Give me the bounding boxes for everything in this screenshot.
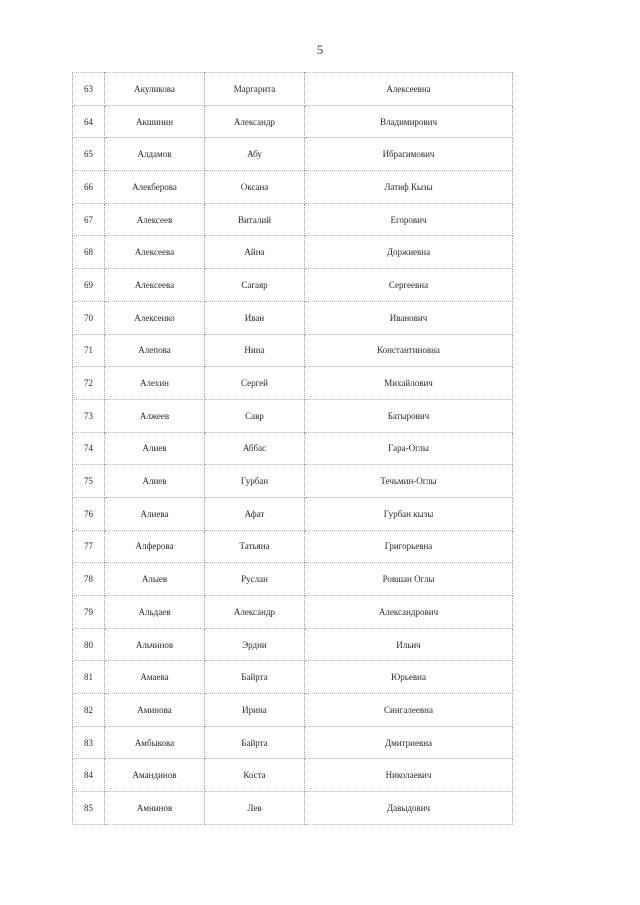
- first-name-cell: Сергей: [205, 367, 305, 400]
- table-row: [73, 73, 513, 106]
- last-name-cell: Альчинов: [105, 628, 205, 661]
- patronymic-cell: Владимирович: [305, 105, 513, 138]
- patronymic-cell: Ровшан Оглы: [305, 563, 513, 596]
- first-name-cell: Александр: [205, 596, 305, 629]
- table-row: [73, 367, 513, 400]
- last-name-cell: Алексенко: [105, 301, 205, 334]
- first-name-cell: Байрта: [205, 661, 305, 694]
- row-number-cell: 74: [73, 432, 105, 465]
- last-name-cell: Алепова: [105, 334, 205, 367]
- last-name-cell: Амнинов: [105, 792, 205, 825]
- patronymic-cell: Николаевич: [305, 759, 513, 792]
- table-row: [73, 497, 513, 530]
- table-row: [73, 432, 513, 465]
- first-name-cell: Эрдни: [205, 628, 305, 661]
- row-number-cell: 71: [73, 334, 105, 367]
- row-number-cell: 67: [73, 203, 105, 236]
- first-name-cell: Савр: [205, 399, 305, 432]
- patronymic-cell: Дмитриевна: [305, 726, 513, 759]
- last-name-cell: Альдаев: [105, 596, 205, 629]
- table-row: [73, 138, 513, 171]
- row-number-cell: 75: [73, 465, 105, 498]
- patronymic-cell: Течьмин-Оглы: [305, 465, 513, 498]
- table-row: [73, 694, 513, 727]
- first-name-cell: Байрта: [205, 726, 305, 759]
- table-row: [73, 203, 513, 236]
- table-row: [73, 661, 513, 694]
- first-name-cell: Сагаяр: [205, 269, 305, 302]
- last-name-cell: Алиев: [105, 465, 205, 498]
- roster-table: [72, 72, 513, 825]
- patronymic-cell: Егорович: [305, 203, 513, 236]
- first-name-cell: Виталий: [205, 203, 305, 236]
- table-row: [73, 792, 513, 825]
- table-row: [73, 399, 513, 432]
- patronymic-cell: Юрьевна: [305, 661, 513, 694]
- last-name-cell: Амбыкова: [105, 726, 205, 759]
- first-name-cell: Абу: [205, 138, 305, 171]
- table-row: [73, 334, 513, 367]
- first-name-cell: Нина: [205, 334, 305, 367]
- last-name-cell: Аминова: [105, 694, 205, 727]
- last-name-cell: Алексеева: [105, 236, 205, 269]
- row-number-cell: 80: [73, 628, 105, 661]
- last-name-cell: Алексеева: [105, 269, 205, 302]
- patronymic-cell: Сергеевна: [305, 269, 513, 302]
- table-row: [73, 171, 513, 204]
- patronymic-cell: Ибрагимович: [305, 138, 513, 171]
- table-row: [73, 759, 513, 792]
- last-name-cell: Алжеев: [105, 399, 205, 432]
- last-name-cell: Амандинов: [105, 759, 205, 792]
- last-name-cell: Акуликова: [105, 73, 205, 106]
- last-name-cell: Алекберова: [105, 171, 205, 204]
- table-row: [73, 596, 513, 629]
- first-name-cell: Коста: [205, 759, 305, 792]
- row-number-cell: 79: [73, 596, 105, 629]
- table-row: [73, 628, 513, 661]
- patronymic-cell: Доржиевна: [305, 236, 513, 269]
- last-name-cell: Алиев: [105, 432, 205, 465]
- row-number-cell: 77: [73, 530, 105, 563]
- table-row: [73, 236, 513, 269]
- first-name-cell: Лев: [205, 792, 305, 825]
- first-name-cell: Гурбан: [205, 465, 305, 498]
- table-row: [73, 530, 513, 563]
- row-number-cell: 63: [73, 73, 105, 106]
- row-number-cell: 70: [73, 301, 105, 334]
- table-row: [73, 465, 513, 498]
- table-row: [73, 726, 513, 759]
- row-number-cell: 84: [73, 759, 105, 792]
- row-number-cell: 85: [73, 792, 105, 825]
- patronymic-cell: Александрович: [305, 596, 513, 629]
- row-number-cell: 78: [73, 563, 105, 596]
- page-number: 5: [316, 42, 324, 57]
- row-number-cell: 72: [73, 367, 105, 400]
- row-number-cell: 73: [73, 399, 105, 432]
- row-number-cell: 82: [73, 694, 105, 727]
- patronymic-cell: Давыдович: [305, 792, 513, 825]
- patronymic-cell: Алексеевна: [305, 73, 513, 106]
- last-name-cell: Алыев: [105, 563, 205, 596]
- table-row: [73, 563, 513, 596]
- first-name-cell: Афат: [205, 497, 305, 530]
- last-name-cell: Алиева: [105, 497, 205, 530]
- patronymic-cell: Михайлович: [305, 367, 513, 400]
- table-row: [73, 269, 513, 302]
- row-number-cell: 66: [73, 171, 105, 204]
- first-name-cell: Аббас: [205, 432, 305, 465]
- row-number-cell: 64: [73, 105, 105, 138]
- row-number-cell: 65: [73, 138, 105, 171]
- last-name-cell: Амаева: [105, 661, 205, 694]
- first-name-cell: Александр: [205, 105, 305, 138]
- first-name-cell: Айна: [205, 236, 305, 269]
- roster-body: [73, 73, 513, 825]
- patronymic-cell: Латиф Кызы: [305, 171, 513, 204]
- patronymic-cell: Гурбан кызы: [305, 497, 513, 530]
- last-name-cell: Акшинин: [105, 105, 205, 138]
- table-row: [73, 105, 513, 138]
- patronymic-cell: Сингалеевна: [305, 694, 513, 727]
- first-name-cell: Оксана: [205, 171, 305, 204]
- patronymic-cell: Батырович: [305, 399, 513, 432]
- patronymic-cell: Гара-Оглы: [305, 432, 513, 465]
- first-name-cell: Иван: [205, 301, 305, 334]
- first-name-cell: Татьяна: [205, 530, 305, 563]
- row-number-cell: 83: [73, 726, 105, 759]
- row-number-cell: 81: [73, 661, 105, 694]
- last-name-cell: Алдамов: [105, 138, 205, 171]
- patronymic-cell: Иванович: [305, 301, 513, 334]
- row-number-cell: 68: [73, 236, 105, 269]
- last-name-cell: Алехин: [105, 367, 205, 400]
- last-name-cell: Алферова: [105, 530, 205, 563]
- first-name-cell: Ирина: [205, 694, 305, 727]
- patronymic-cell: Григорьевна: [305, 530, 513, 563]
- first-name-cell: Маргарита: [205, 73, 305, 106]
- patronymic-cell: Ильич: [305, 628, 513, 661]
- row-number-cell: 76: [73, 497, 105, 530]
- first-name-cell: Руслан: [205, 563, 305, 596]
- table-row: [73, 301, 513, 334]
- patronymic-cell: Константиновна: [305, 334, 513, 367]
- last-name-cell: Алексеев: [105, 203, 205, 236]
- row-number-cell: 69: [73, 269, 105, 302]
